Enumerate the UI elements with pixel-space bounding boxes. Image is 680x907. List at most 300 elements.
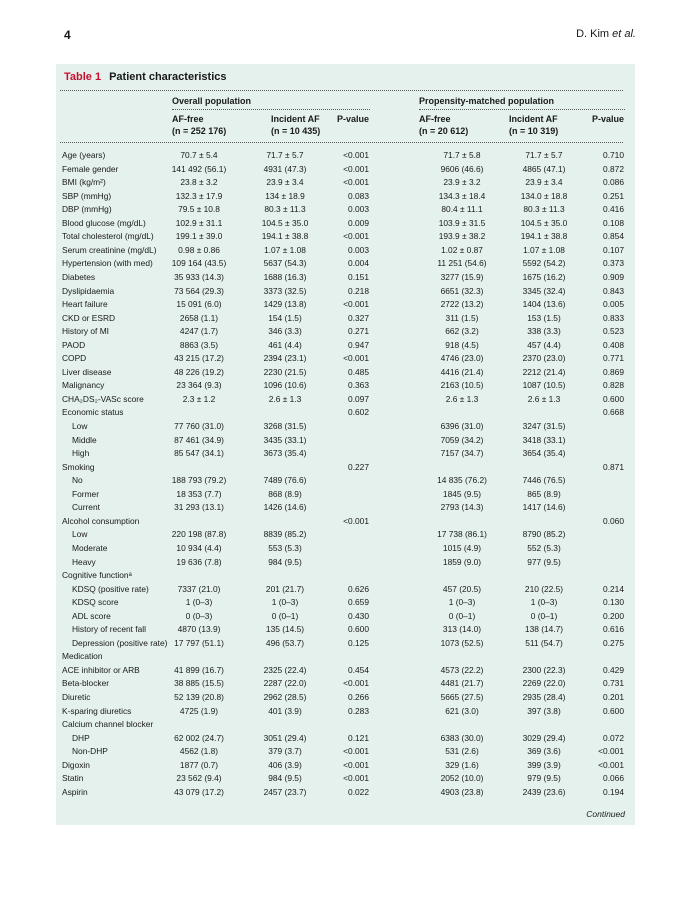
table-cell: 346 (3.3) [268, 326, 302, 337]
table-cell-pvalue: <0.001 [343, 231, 369, 242]
table-cell-pvalue: 0.454 [348, 664, 369, 675]
table-cell: 41 899 (16.7) [174, 664, 224, 675]
row-label: Calcium channel blocker [62, 719, 154, 730]
table-cell: 1096 (10.6) [263, 380, 307, 391]
table-cell: 1688 (16.3) [263, 271, 307, 282]
table-cell: 80.3 ± 11.3 [523, 204, 565, 215]
table-cell: 18 353 (7.7) [176, 488, 222, 499]
table-cell-pvalue: 0.214 [603, 583, 624, 594]
table-cell: 194.1 ± 38.8 [261, 231, 309, 242]
table-cell: 9606 (46.6) [440, 163, 484, 174]
table-cell-pvalue: 0.869 [603, 366, 624, 377]
table-cell: 984 (9.5) [268, 556, 302, 567]
table-cell-pvalue: 0.005 [603, 299, 624, 310]
table-cell: 85 547 (34.1) [174, 448, 224, 459]
table-cell: 1429 (13.8) [263, 299, 307, 310]
column-header-pvalue: P-value [591, 114, 624, 124]
table-cell: 2962 (28.5) [263, 692, 307, 702]
row-label: Current [72, 502, 100, 513]
table-cell-pvalue: <0.001 [343, 299, 369, 310]
table-cell: 71.7 ± 5.7 [525, 150, 563, 160]
table-cell: 1 (0–3) [185, 597, 213, 608]
table-cell-pvalue: 0.251 [603, 190, 624, 201]
table-cell: 62 002 (24.7) [174, 732, 224, 743]
table-cell: 3051 (29.4) [263, 732, 307, 743]
row-label: SBP (mmHg) [62, 190, 112, 201]
table-cell: 23.9 ± 3.4 [266, 177, 304, 188]
table-panel [56, 64, 635, 825]
row-label: Former [72, 488, 99, 499]
group-header-matched: Propensity-matched population [419, 96, 555, 106]
table-cell-pvalue: 0.066 [603, 773, 624, 784]
row-label: Depression (positive rate) [72, 637, 168, 648]
table-cell-pvalue: 0.121 [348, 732, 369, 743]
table-cell: 979 (9.5) [527, 773, 561, 784]
table-cell: 7059 (34.2) [440, 434, 484, 445]
table-cell: 194.1 ± 38.8 [520, 231, 568, 242]
table-cell: 87 461 (34.9) [174, 434, 224, 445]
table-cell: 0 (0–3) [185, 610, 213, 621]
table-cell-pvalue: 0.626 [348, 583, 369, 594]
table-cell: 38 885 (15.5) [174, 678, 224, 689]
table-cell: 4931 (47.3) [263, 163, 307, 174]
table-cell: 1417 (14.6) [522, 502, 566, 513]
table-cell: 1 (0–3) [530, 597, 558, 608]
table-cell: 313 (14.0) [442, 624, 482, 635]
table-cell: 868 (8.9) [268, 488, 302, 499]
table-cell: 70.7 ± 5.4 [180, 150, 218, 160]
table-cell: 3435 (33.1) [263, 434, 307, 445]
row-label: BMI (kg/m²) [62, 177, 106, 188]
table-cell: 1073 (52.5) [440, 637, 484, 648]
row-label: Statin [62, 773, 84, 784]
table-cell: 918 (4.5) [445, 339, 479, 350]
column-header-name: AF-free [172, 114, 204, 124]
table-cell: 3373 (32.5) [263, 285, 307, 296]
row-label: ACE inhibitor or ARB [62, 664, 140, 675]
table-cell: 2212 (21.4) [522, 366, 566, 377]
table-cell: 6383 (30.0) [440, 732, 484, 743]
table-cell: 11 251 (54.6) [437, 258, 487, 269]
group-header-overall: Overall population [172, 96, 252, 106]
table-cell-pvalue: 0.872 [603, 163, 624, 174]
table-cell: 621 (3.0) [445, 705, 479, 716]
table-cell-pvalue: 0.523 [603, 326, 624, 337]
table-cell: 1.07 ± 1.08 [264, 244, 306, 255]
row-label: Liver disease [62, 366, 112, 377]
table-cell-pvalue: 0.200 [603, 610, 624, 621]
table-cell: 52 139 (20.8) [174, 692, 224, 702]
table-cell: 7157 (34.7) [440, 448, 484, 459]
table-cell: 17 797 (51.1) [174, 637, 224, 648]
table-cell: 2722 (13.2) [440, 299, 484, 310]
table-title: Patient characteristics [109, 71, 227, 83]
table-cell: 71.7 ± 5.8 [443, 150, 481, 160]
table-cell: 135 (14.5) [265, 624, 305, 635]
table-cell: 2052 (10.0) [440, 773, 484, 784]
table-cell: 4746 (23.0) [440, 353, 484, 364]
table-cell-pvalue: 0.130 [603, 597, 624, 608]
row-label: DBP (mmHg) [62, 204, 112, 215]
table-cell-pvalue: 0.283 [348, 705, 369, 716]
table-cell: 8790 (85.2) [522, 529, 566, 540]
table-cell: 0.98 ± 0.86 [178, 244, 220, 255]
row-label: Diuretic [62, 692, 91, 702]
table-cell: 31 293 (13.1) [174, 502, 224, 513]
table-cell: 3277 (15.9) [440, 271, 484, 282]
table-cell-pvalue: 0.003 [348, 204, 369, 215]
table-cell: 134.3 ± 18.4 [438, 190, 486, 201]
table-cell-pvalue: 0.408 [603, 339, 624, 350]
column-header-name: AF-free [419, 114, 451, 124]
row-label: CKD or ESRD [62, 312, 116, 323]
table-cell: 397 (3.8) [527, 705, 561, 716]
table-cell: 531 (2.6) [445, 746, 479, 757]
table-cell: 154 (1.5) [268, 312, 302, 323]
table-cell: 103.9 ± 31.5 [438, 217, 486, 228]
table-cell-pvalue: 0.266 [348, 692, 369, 702]
row-label: Blood glucose (mg/dL) [62, 217, 146, 228]
table-cell: 77 760 (31.0) [174, 421, 224, 431]
header-rule [60, 142, 623, 143]
row-label: Serum creatinine (mg/dL) [62, 244, 157, 255]
table-cell-pvalue: 0.083 [348, 190, 369, 201]
table-cell: 15 091 (6.0) [176, 299, 222, 310]
table-cell: 553 (5.3) [268, 542, 302, 553]
row-label: COPD [62, 353, 87, 364]
table-cell: 8863 (3.5) [179, 339, 219, 350]
table-cell: 23.8 ± 3.2 [180, 177, 218, 188]
table-cell: 73 564 (29.3) [174, 285, 224, 296]
table-cell: 496 (53.7) [265, 637, 305, 648]
row-label: Moderate [72, 542, 108, 553]
table-caption [64, 71, 226, 83]
table-cell-pvalue: 0.429 [603, 664, 624, 675]
table-cell: 35 933 (14.3) [174, 271, 224, 282]
table-cell: 2935 (28.4) [522, 692, 566, 702]
table-cell: 80.4 ± 11.1 [441, 204, 483, 215]
table-cell: 1015 (4.9) [442, 542, 482, 553]
row-label: Non-DHP [72, 746, 108, 757]
table-cell: 2658 (1.1) [179, 312, 219, 323]
table-cell-pvalue: 0.871 [603, 461, 624, 472]
row-label: Total cholesterol (mg/dL) [62, 231, 154, 242]
row-label: Heavy [72, 556, 96, 567]
table-cell: 461 (4.4) [268, 339, 302, 350]
table-cell: 457 (4.4) [527, 339, 561, 350]
table-cell-pvalue: 0.327 [348, 312, 369, 323]
table-cell: 3247 (31.5) [522, 421, 566, 431]
top-rule [60, 90, 623, 91]
table-cell: 457 (20.5) [442, 583, 482, 594]
row-label: High [72, 448, 90, 459]
group-rule-overall [172, 109, 370, 110]
table-cell: 201 (21.7) [265, 583, 305, 594]
table-label: Table 1 [64, 71, 102, 83]
column-header-n: (n = 10 435) [271, 126, 321, 136]
table-cell: 2163 (10.5) [440, 380, 484, 391]
table-cell-pvalue: <0.001 [598, 746, 624, 757]
table-cell-pvalue: 0.363 [348, 380, 369, 391]
table-cell: 2.6 ± 1.3 [527, 393, 561, 404]
table-cell: 4416 (21.4) [440, 366, 484, 377]
table-cell-pvalue: 0.275 [603, 637, 624, 648]
table-cell: 4865 (47.1) [522, 163, 566, 174]
table-cell: 104.5 ± 35.0 [520, 217, 568, 228]
table-cell: 3654 (35.4) [522, 448, 566, 459]
table-cell-pvalue: 0.843 [603, 285, 624, 296]
table-cell-pvalue: 0.600 [603, 393, 624, 404]
table-cell-pvalue: 0.151 [348, 271, 369, 282]
table-cell: 1087 (10.5) [522, 380, 566, 391]
table-cell: 23 562 (9.4) [176, 773, 222, 784]
row-label: Diabetes [62, 271, 96, 282]
table-cell: 4870 (13.9) [177, 624, 221, 635]
row-label: Malignancy [62, 380, 105, 391]
table-cell-pvalue: 0.201 [603, 692, 624, 702]
table-cell: 4481 (21.7) [440, 678, 484, 689]
table-cell: 1.07 ± 1.08 [523, 244, 565, 255]
table-cell-pvalue: 0.731 [603, 678, 624, 689]
table-cell: 23.9 ± 3.4 [525, 177, 563, 188]
table-cell-pvalue: 0.022 [348, 786, 369, 797]
table-cell-pvalue: 0.009 [348, 217, 369, 228]
row-label: ADL score [72, 610, 111, 621]
row-label: Beta-blocker [62, 678, 110, 689]
column-header-n: (n = 20 612) [419, 126, 469, 136]
table-cell: 984 (9.5) [268, 773, 302, 784]
table-cell: 2300 (22.3) [522, 664, 566, 675]
table-cell: 6651 (32.3) [440, 285, 484, 296]
row-label: Aspirin [62, 786, 88, 797]
continued-note: Continued [586, 809, 625, 819]
column-header-n: (n = 10 319) [509, 126, 559, 136]
table-cell: 311 (1.5) [445, 312, 479, 323]
table-cell-pvalue: 0.107 [603, 244, 624, 255]
table-cell: 0 (0–1) [271, 610, 299, 621]
running-header [64, 28, 636, 44]
table-cell: 10 934 (4.4) [176, 542, 222, 553]
table-cell: 134.0 ± 18.8 [520, 190, 568, 201]
table-cell-pvalue: 0.430 [348, 610, 369, 621]
table-cell: 329 (1.6) [445, 759, 479, 770]
table-cell: 4573 (22.2) [440, 664, 484, 675]
table-cell: 2.6 ± 1.3 [445, 393, 479, 404]
table-cell: 199.1 ± 39.0 [175, 231, 223, 242]
table-cell-pvalue: 0.003 [348, 244, 369, 255]
table-cell-pvalue: <0.001 [343, 150, 369, 160]
table-cell: 1 (0–3) [271, 597, 299, 608]
table-cell-pvalue: 0.125 [348, 637, 369, 648]
row-label: Cognitive functionᵃ [62, 570, 132, 581]
table-cell: 3029 (29.4) [522, 732, 566, 743]
table-cell: 2325 (22.4) [263, 664, 307, 675]
table-cell-pvalue: 0.909 [603, 271, 624, 282]
table-cell-pvalue: 0.097 [348, 393, 369, 404]
table-cell: 2457 (23.7) [263, 786, 307, 797]
table-cell: 188 793 (79.2) [171, 475, 227, 486]
table-cell: 3418 (33.1) [522, 434, 566, 445]
table-cell: 4562 (1.8) [179, 746, 219, 757]
table-cell-pvalue: <0.001 [343, 515, 369, 526]
table-cell-pvalue: <0.001 [343, 759, 369, 770]
table-cell-pvalue: <0.001 [343, 746, 369, 757]
table-cell: 662 (3.2) [445, 326, 479, 337]
table-cell: 2439 (23.6) [522, 786, 566, 797]
table-cell: 865 (8.9) [527, 488, 561, 499]
table-cell-pvalue: 0.833 [603, 312, 624, 323]
page-number: 4 [64, 28, 71, 42]
table-cell-pvalue: 0.060 [603, 515, 624, 526]
table-cell: 48 226 (19.2) [174, 366, 224, 377]
table-cell: 552 (5.3) [527, 542, 561, 553]
row-label: KDSQ score [72, 597, 119, 608]
table-cell: 153 (1.5) [527, 312, 561, 323]
group-rule-matched [419, 109, 625, 110]
table-cell-pvalue: 0.600 [603, 705, 624, 716]
table-cell: 23.9 ± 3.2 [443, 177, 481, 188]
table-cell: 5665 (27.5) [440, 692, 484, 702]
row-label: DHP [72, 732, 90, 743]
table-cell-pvalue: 0.373 [603, 258, 624, 269]
table-cell: 7489 (76.6) [263, 475, 307, 486]
table-cell-pvalue: 0.602 [348, 407, 369, 418]
table-cell: 2.3 ± 1.2 [182, 393, 216, 404]
table-cell: 138 (14.7) [524, 624, 564, 635]
table-cell: 4725 (1.9) [179, 705, 219, 716]
table-cell: 1859 (9.0) [442, 556, 482, 567]
table-cell: 1 (0–3) [448, 597, 476, 608]
running-author [576, 28, 636, 40]
table-cell: 17 738 (86.1) [437, 529, 487, 540]
row-label: History of MI [62, 326, 109, 337]
table-cell-pvalue: 0.194 [603, 786, 624, 797]
table-cell: 7446 (76.5) [522, 475, 566, 486]
table-cell-pvalue: <0.001 [343, 773, 369, 784]
table-cell-pvalue: 0.416 [603, 204, 624, 215]
table-cell: 2793 (14.3) [440, 502, 484, 513]
row-label: Alcohol consumption [62, 515, 140, 526]
table-cell: 1877 (0.7) [179, 759, 219, 770]
table-cell: 6396 (31.0) [440, 421, 484, 431]
row-label: Age (years) [62, 150, 106, 160]
table-cell: 7337 (21.0) [177, 583, 221, 594]
table-cell: 2230 (21.5) [263, 366, 307, 377]
row-label: Economic status [62, 407, 124, 418]
table-cell-pvalue: <0.001 [343, 177, 369, 188]
table-cell: 14 835 (76.2) [437, 475, 487, 486]
table-cell-pvalue: <0.001 [343, 163, 369, 174]
table-cell-pvalue: 0.616 [603, 624, 624, 635]
table-cell: 43 079 (17.2) [174, 786, 224, 797]
author-prefix: D. Kim [576, 28, 613, 40]
table-cell-pvalue: 0.828 [603, 380, 624, 391]
table-cell: 43 215 (17.2) [174, 353, 224, 364]
table-cell-pvalue: 0.108 [603, 217, 624, 228]
table-cell: 3268 (31.5) [263, 421, 307, 431]
table-cell: 2269 (22.0) [522, 678, 566, 689]
row-label: Dyslipidaemia [62, 285, 115, 296]
table-cell: 401 (3.9) [268, 705, 302, 716]
row-label: Digoxin [62, 759, 90, 770]
table-cell: 19 636 (7.8) [176, 556, 222, 567]
table-cell: 141 492 (56.1) [171, 163, 227, 174]
table-cell: 369 (3.6) [527, 746, 561, 757]
table-cell-pvalue: 0.668 [603, 407, 624, 418]
table-cell-pvalue: 0.218 [348, 285, 369, 296]
table-cell-pvalue: 0.227 [348, 461, 369, 472]
column-header-n: (n = 252 176) [172, 126, 227, 136]
author-etal: et al. [612, 28, 636, 40]
table-cell: 2287 (22.0) [263, 678, 307, 689]
table-cell-pvalue: <0.001 [598, 759, 624, 770]
table-cell: 3345 (32.4) [522, 285, 566, 296]
row-label: PAOD [62, 339, 86, 350]
table-cell: 4903 (23.8) [440, 786, 484, 797]
table-cell: 104.5 ± 35.0 [261, 217, 309, 228]
table-cell: 102.9 ± 31.1 [175, 217, 223, 228]
table-cell: 406 (3.9) [268, 759, 302, 770]
table-cell: 79.5 ± 10.8 [178, 204, 220, 215]
row-label: Female gender [62, 163, 119, 174]
column-header-name: Incident AF [509, 114, 558, 124]
row-label: K-sparing diuretics [62, 705, 132, 716]
table-cell-pvalue: <0.001 [343, 353, 369, 364]
row-label: Heart failure [62, 299, 108, 310]
table-cell: 8839 (85.2) [263, 529, 307, 540]
table-cell: 132.3 ± 17.9 [175, 190, 223, 201]
table-cell-pvalue: 0.771 [603, 353, 624, 364]
table-cell: 2394 (23.1) [263, 353, 307, 364]
table-cell: 1845 (9.5) [442, 488, 482, 499]
table-cell: 80.3 ± 11.3 [264, 204, 306, 215]
table-cell-pvalue: 0.600 [348, 624, 369, 635]
table-cell: 399 (3.9) [527, 759, 561, 770]
table-cell: 1404 (13.6) [522, 299, 566, 310]
row-label: Medication [62, 651, 103, 662]
table-cell-pvalue: 0.004 [348, 258, 369, 269]
table-cell: 4247 (1.7) [179, 326, 219, 337]
row-label: CHA₂DS₂-VASc score [62, 393, 144, 404]
row-label: Smoking [62, 461, 95, 472]
table-cell: 5637 (54.3) [263, 258, 307, 269]
row-label: Low [72, 421, 88, 431]
row-label: No [72, 475, 83, 486]
table-cell-pvalue: 0.710 [603, 150, 624, 160]
table-cell-pvalue: 0.659 [348, 597, 369, 608]
row-label: Low [72, 529, 88, 540]
table-cell-pvalue: 0.947 [348, 339, 369, 350]
table-cell: 0 (0–1) [530, 610, 558, 621]
table-cell-pvalue: 0.086 [603, 177, 624, 188]
table-cell: 2370 (23.0) [522, 353, 566, 364]
table-cell: 511 (54.7) [525, 637, 563, 648]
table-cell: 0 (0–1) [448, 610, 476, 621]
row-label: KDSQ (positive rate) [72, 583, 149, 594]
table-cell-pvalue: 0.485 [348, 366, 369, 377]
table-cell: 220 198 (87.8) [171, 529, 227, 540]
table-cell: 23 364 (9.3) [176, 380, 222, 391]
row-label: Middle [72, 434, 97, 445]
row-label: Hypertension (with med) [62, 258, 153, 269]
table-cell: 210 (22.5) [524, 583, 564, 594]
table-cell: 2.6 ± 1.3 [268, 393, 302, 404]
column-header-name: Incident AF [271, 114, 320, 124]
table-cell-pvalue: 0.271 [348, 326, 369, 337]
table-cell: 379 (3.7) [268, 746, 302, 757]
table-cell: 71.7 ± 5.7 [266, 150, 304, 160]
table-cell: 338 (3.3) [527, 326, 561, 337]
